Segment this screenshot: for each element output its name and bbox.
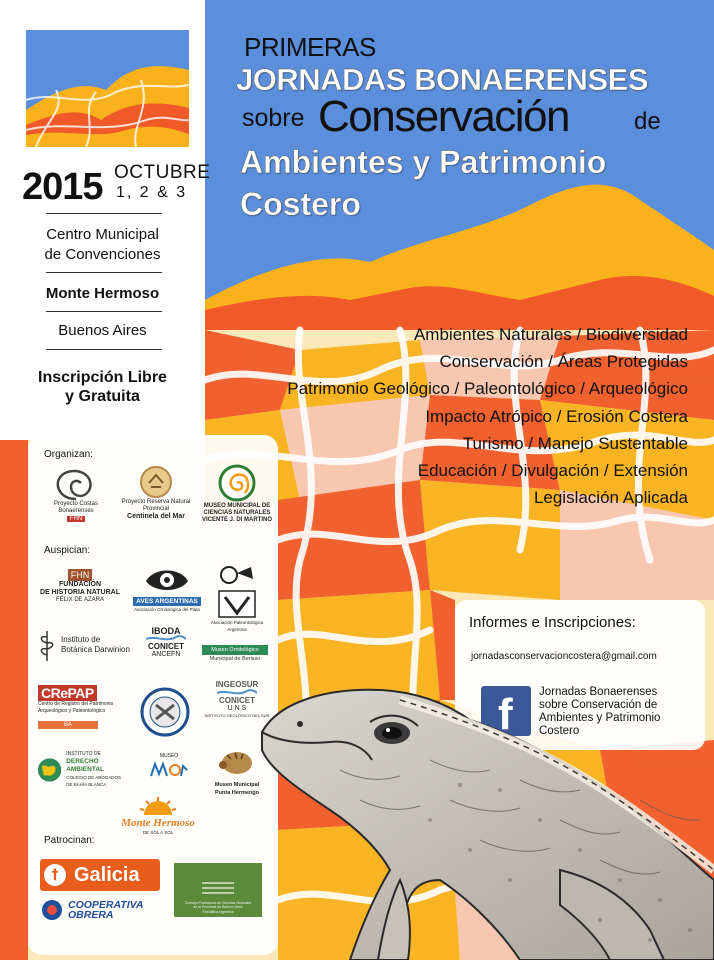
title-line3-post: de [634, 108, 661, 135]
topic-item: Impacto Atrópico / Erosión Costera [425, 406, 688, 426]
ba-tag: BA [38, 721, 98, 729]
topic-item: Ambientes Naturales / Biodiversidad [413, 325, 688, 344]
contact-title: Informes e Inscripciones: [469, 614, 636, 631]
fhn-caption3: FÉLIX DE AZARA [55, 597, 104, 603]
topic-item: Legislación Aplicada [533, 488, 688, 508]
registration-line1: Inscripción Libre [38, 369, 167, 386]
costas-abbr: FHN [67, 516, 85, 522]
ingeosur-uns: U N S [227, 705, 247, 712]
costas-caption: Proyecto Costas Bonaerenses [53, 501, 99, 514]
fhn-caption1: FUNDACIÓN [59, 581, 101, 588]
topic-item: Turismo / Manejo Sustentable [462, 433, 688, 453]
monte-caption: Monte Hermoso [121, 817, 195, 829]
venue-line1: Centro Municipal [46, 226, 159, 243]
event-year: 2015 [22, 166, 103, 208]
cooperativa-caption2: OBRERA [68, 909, 114, 921]
organizan-label: Organizan: [44, 449, 93, 460]
centinela-caption1: Proyecto Reserva Natural Provincial [121, 499, 191, 512]
iboda-ancefn: ANCEFN [151, 651, 181, 658]
title-line3-main: Conservación [318, 92, 570, 141]
event-days: 1, 2 & 3 [116, 184, 188, 201]
auspician-label: Auspician: [44, 545, 91, 556]
crepap-caption1: Centro de Registro del Patrimonio [38, 701, 114, 707]
title-line5: Costero [240, 186, 361, 222]
title-line3-pre: sobre [242, 104, 305, 132]
consejo-caption2: de la Provincia de Buenos Aires [193, 905, 243, 909]
galicia-caption: Galicia [74, 863, 140, 886]
museo-caption1: MUSEO MUNICIPAL DE [203, 503, 271, 509]
paleo-caption: Asociación Paleontológica Argentina [210, 620, 264, 632]
aves-subcaption: Asociación Ornitológica del Plata [134, 607, 200, 612]
title-line2: JORNADAS BONAERENSES [236, 62, 649, 97]
patrocinan-label: Patrocinan: [44, 835, 95, 846]
punta-caption1: Museo Municipal [214, 782, 260, 788]
venue-line2: de Convenciones [44, 246, 161, 263]
event-province: Buenos Aires [58, 322, 147, 339]
title-line1: PRIMERAS [244, 32, 376, 62]
punta-caption2: Punta Hermengo [214, 790, 259, 796]
galicia-cross-icon: † [44, 864, 66, 886]
monte-subcaption: DE SOL A SOL [142, 830, 174, 835]
darwinion-caption2: Botánica Darwinion [61, 645, 130, 654]
iboda-caption: IBODA [151, 626, 181, 636]
centinela-caption2: Centinela del Mar [127, 513, 185, 520]
facebook-page-name[interactable]: Jornadas Bonaerenses sobre Conservación de Ambientes y Patrimonio Costero [539, 686, 661, 737]
cooperativa-caption1: COOPERATIVA [68, 899, 144, 911]
fhn-caption2: DE HISTORIA NATURAL [40, 589, 120, 596]
derecho-caption1: INSTITUTO DE [66, 751, 101, 757]
topic-item: Educación / Divulgación / Extensión [417, 461, 688, 481]
event-city: Monte Hermoso [45, 285, 160, 302]
darwinion-caption1: Instituto de [61, 635, 101, 644]
derecho-caption3: COLEGIO DE ABOGADOS [66, 775, 121, 780]
museo-caption2: CIENCIAS NATURALES [203, 510, 271, 516]
consejo-caption1: Consejo Profesional de Ciencias Naturales [184, 900, 252, 905]
derecho-caption4: DE BAHÍA BLANCA [66, 782, 107, 787]
museo-mar-caption: MUSEO [159, 753, 179, 759]
contact-email[interactable]: jornadasconservacioncostera@gmail.com [471, 651, 657, 662]
fhn-abbr: FHN [68, 569, 93, 581]
crepap-abbr: CRePAP [38, 685, 97, 701]
iboda-conicet: CONICET [148, 642, 184, 651]
ingeosur-subcaption: INSTITUTO GEOLÓGICO DEL SUR [204, 713, 270, 718]
crepap-caption2: Arqueológico y Paleontológico [38, 708, 106, 714]
facebook-icon[interactable]: f [481, 686, 531, 736]
museo-caption3: VICENTE J. DI MARTINO [201, 517, 272, 523]
title-line4: Ambientes y Patrimonio [240, 144, 607, 180]
topic-item: Patrimonio Geológico / Paleontológico / Arqueológico [287, 379, 688, 399]
ingeosur-conicet: CONICET [219, 696, 255, 705]
berisso-caption1: Museo Ornitológico [211, 647, 259, 653]
registration-line2: y Gratuita [65, 388, 140, 405]
aves-caption: AVES ARGENTINAS [133, 597, 201, 606]
event-month: OCTUBRE [114, 162, 211, 183]
ingeosur-caption: INGEOSUR [215, 680, 259, 689]
topic-item: Conservación / Áreas Protegidas [439, 352, 688, 372]
consejo-caption3: República Argentina [202, 909, 234, 914]
berisso-caption2: Municipal de Berisso [209, 656, 261, 662]
derecho-caption2: DERECHO AMBIENTAL [66, 758, 104, 773]
